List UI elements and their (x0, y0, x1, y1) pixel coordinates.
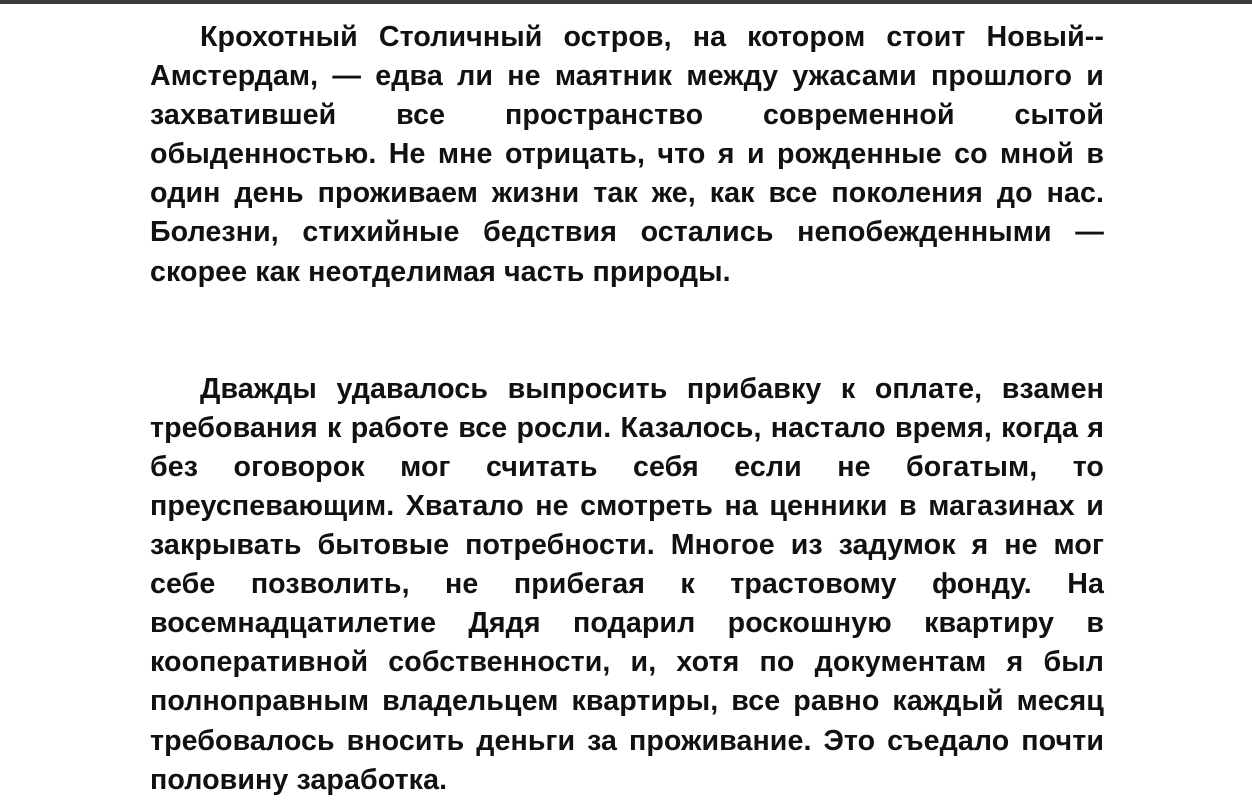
paragraph-spacer (150, 292, 1104, 370)
paragraph-1: Крохотный Столичный остров, на котором стоит Новый--Амстердам, — едва ли не маятник между ужасами прошлого и захватившей все пространство современной сытой обыденностью. Не мне отрицать, что я и рожденные со мной в один день проживаем жизни так же, как все поколения до нас. Болезни, стихийные бедствия остались непобежденными — скорее как неотделимая часть природы. (150, 21, 1104, 288)
document-page (150, 18, 1104, 800)
paragraph-2: Дважды удавалось выпросить прибавку к оплате, взамен требования к работе все росли. Казалось, настало время, когда я без оговорок мог считать себя если не богатым, то преуспевающим. Хватало не смотреть на ценники в магазинах и закрывать бытовые потребности. Многое из задумок я не мог себе позволить, не прибегая к трастовому фонду. На восемнадцатилетие Дядя подарил роскошную квартиру в кооперативной собственности, и, хотя по документам я был полноправным владельцем квартиры, все равно каждый месяц требовалось вносить деньги за проживание. Это съедало почти половину заработка. (150, 372, 1104, 796)
window-top-border (0, 0, 1252, 4)
